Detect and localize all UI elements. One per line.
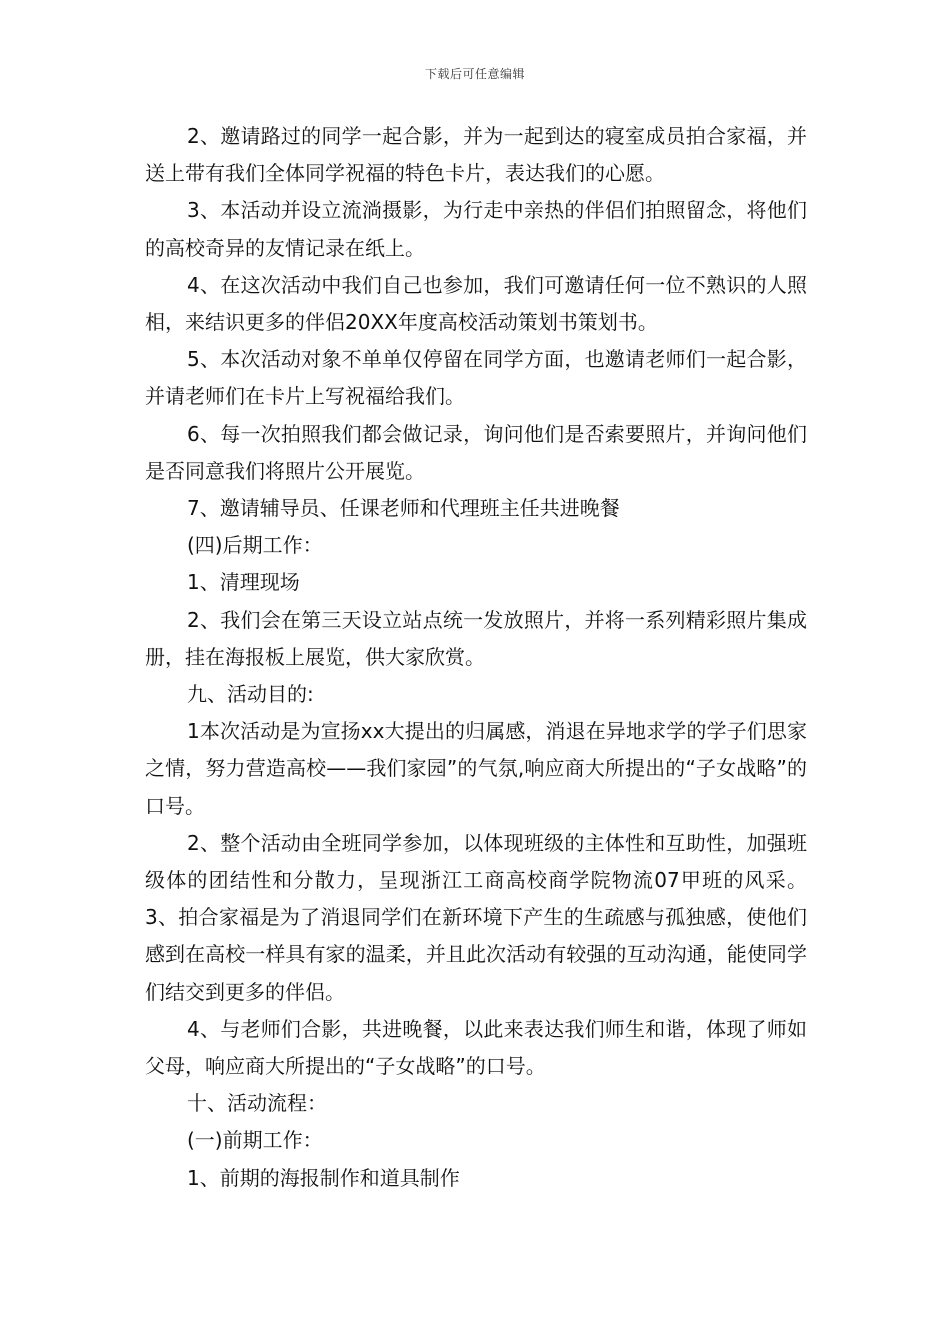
section-heading: 十、活动流程：	[187, 1091, 327, 1116]
document-body	[145, 118, 807, 1197]
section-heading: 九、活动目的:	[187, 682, 314, 707]
section-heading: (四)后期工作：	[187, 533, 323, 558]
paragraph: 2、我们会在第三天设立站点统一发放照片，并将一系列精彩照片集成册，挂在海报板上展览，供大家欣赏。	[145, 607, 807, 669]
paragraph: 2、邀请路过的同学一起合影，并为一起到达的寝室成员拍合家福，并送上带有我们全体同学祝福的特色卡片，表达我们的心愿。	[145, 124, 807, 186]
paragraph: 6、每一次拍照我们都会做记录，询问他们是否索要照片，并询问他们是否同意我们将照片公开展览。	[145, 421, 807, 483]
page-header: 下载后可任意编辑	[424, 67, 525, 81]
paragraph: 4、与老师们合影，共进晚餐，以此来表达我们师生和谐，体现了师如父母，响应商大所提出的“子女战略”的口号。	[145, 1016, 807, 1079]
paragraph: 2、整个活动由全班同学参加，以体现班级的主体性和互助性，加强班级体的团结性和分散力，呈现浙江工商高校商学院物流07甲班的风采。 3、拍合家福是为了消退同学们在新环境下产生的生疏感与孤独感，使他们感到在高校一样具有家的温柔，并且此次活动有较强的互动沟通，能使同学们结交到更多的伴侣。	[145, 830, 807, 1004]
section-heading: (一)前期工作：	[187, 1128, 323, 1153]
paragraph: 4、在这次活动中我们自己也参加，我们可邀请任何一位不熟识的人照相，来结识更多的伴侣20XX年度高校活动策划书策划书。	[145, 272, 807, 335]
paragraph: 5、本次活动对象不单单仅停留在同学方面，也邀请老师们一起合影，并请老师们在卡片上写祝福给我们。	[145, 347, 807, 409]
paragraph: 3、本活动并设立流淌摄影，为行走中亲热的伴侣们拍照留念，将他们的高校奇异的友情记录在纸上。	[145, 198, 807, 260]
paragraph: 7、邀请辅导员、任课老师和代理班主任共进晚餐	[187, 496, 620, 521]
paragraph: 1本次活动是为宣扬xx大提出的归属感，消退在异地求学的学子们思家之情，努力营造高校——我们家园”的气氛,响应商大所提出的“子女战略”的口号。	[145, 719, 807, 818]
paragraph: 1、前期的海报制作和道具制作	[187, 1165, 460, 1190]
paragraph: 1、清理现场	[187, 570, 300, 595]
